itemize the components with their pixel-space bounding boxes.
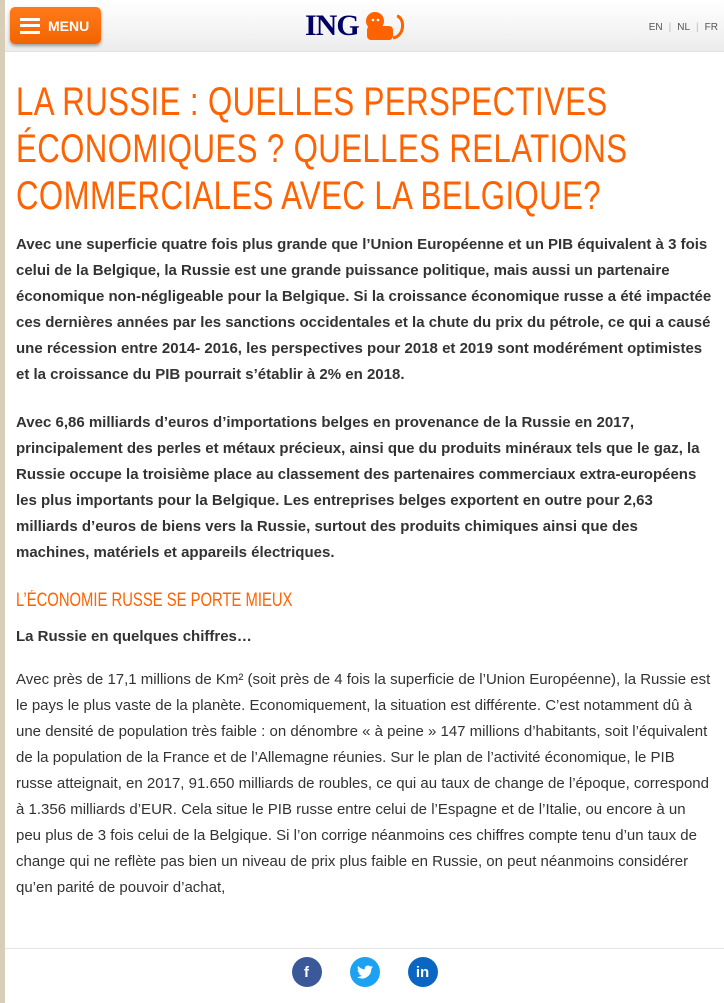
lion-icon: [361, 10, 407, 42]
header: [5, 0, 724, 52]
facebook-icon[interactable]: f: [292, 957, 322, 987]
lang-en[interactable]: EN: [648, 22, 663, 33]
ing-logo[interactable]: [305, 9, 407, 43]
lang-nl[interactable]: NL: [677, 22, 691, 33]
subheading: La Russie en quelques chiffres…: [16, 628, 252, 645]
hamburger-icon: [20, 18, 40, 34]
title-line: ÉCONOMIQUES ? QUELLES RELATIONS: [16, 127, 628, 171]
lang-fr[interactable]: FR: [704, 22, 718, 33]
linkedin-icon[interactable]: in: [408, 957, 438, 987]
lead-paragraph: Avec une superficie quatre fois plus grande que l’Union Européenne et un PIB équivalent à 3 fois celui de la Belgique, la Russie est une grande puissance politique, mais aussi un partenaire économique non-négligeable pour la Belgique. Si la croissance économique russe a été impactée ces dernières années par les sanctions occidentales et la chute du prix du pétrole, ce qui a causé une récession entre 2014- 2016, les perspectives pour 2018 et 2019 sont modérément optimistes et la croissance du PIB pourrait s’établir à 2% en 2018.: [16, 236, 712, 383]
title-line: COMMERCIALES AVEC LA BELGIQUE?: [16, 174, 602, 218]
share-bar: [5, 948, 724, 1003]
article-content: [5, 79, 724, 901]
lead-paragraph: Avec 6,86 milliards d’euros d’importations belges en provenance de la Russie en 2017, principalement des perles et métaux précieux, ainsi que du produits minéraux tels que le gaz, la Russie occupe la troisième place au classement des partenaires commerciaux extra-européens les plus importants pour la Belgique. Les entreprises belges exportent en outre pour 2,63 milliards d’euros de biens vers la Russie, surtout des produits chimiques ainsi que des machines, matériels et appareils électriques.: [16, 414, 700, 561]
article-popup: [5, 0, 724, 1003]
menu-label: MENU: [48, 17, 90, 34]
menu-button[interactable]: [10, 7, 101, 44]
title-line: LA RUSSIE : QUELLES PERSPECTIVES: [16, 80, 608, 124]
logo-text: ING: [305, 9, 359, 42]
section-heading: L’ÉCONOMIE RUSSE SE PORTE MIEUX: [16, 590, 293, 611]
page-title: [16, 79, 711, 220]
twitter-icon[interactable]: [350, 957, 380, 987]
language-switcher: EN | NL | FR: [648, 22, 718, 33]
body-paragraph: Avec près de 17,1 millions de Km² (soit près de 4 fois la superficie de l’Union Européenne), la Russie est le pays le plus vaste de la planète. Economiquement, la situation est différente. C’est notamment dû à une densité de population très faible : on dénombre « à peine » 147 millions d’habitants, soit l’équivalent de la population de la France et de l’Allemagne réunies. Sur le plan de l’activité économique, le PIB russe atteignait, en 2017, 91.650 milliards de roubles, ce qui au taux de change de l’époque, correspond à 1.356 milliards d’EUR. Cela situe le PIB russe entre celui de l’Espagne et de l’Italie, ou encore à un peu plus de 3 fois celui de la Belgique. Si l’on corrige néanmoins ces chiffres compte tenu d’un taux de change qui ne reflète pas bien un niveau de prix plus faible en Russie, on peut néanmoins considérer qu’en parité de pouvoir d’achat,: [16, 671, 711, 896]
